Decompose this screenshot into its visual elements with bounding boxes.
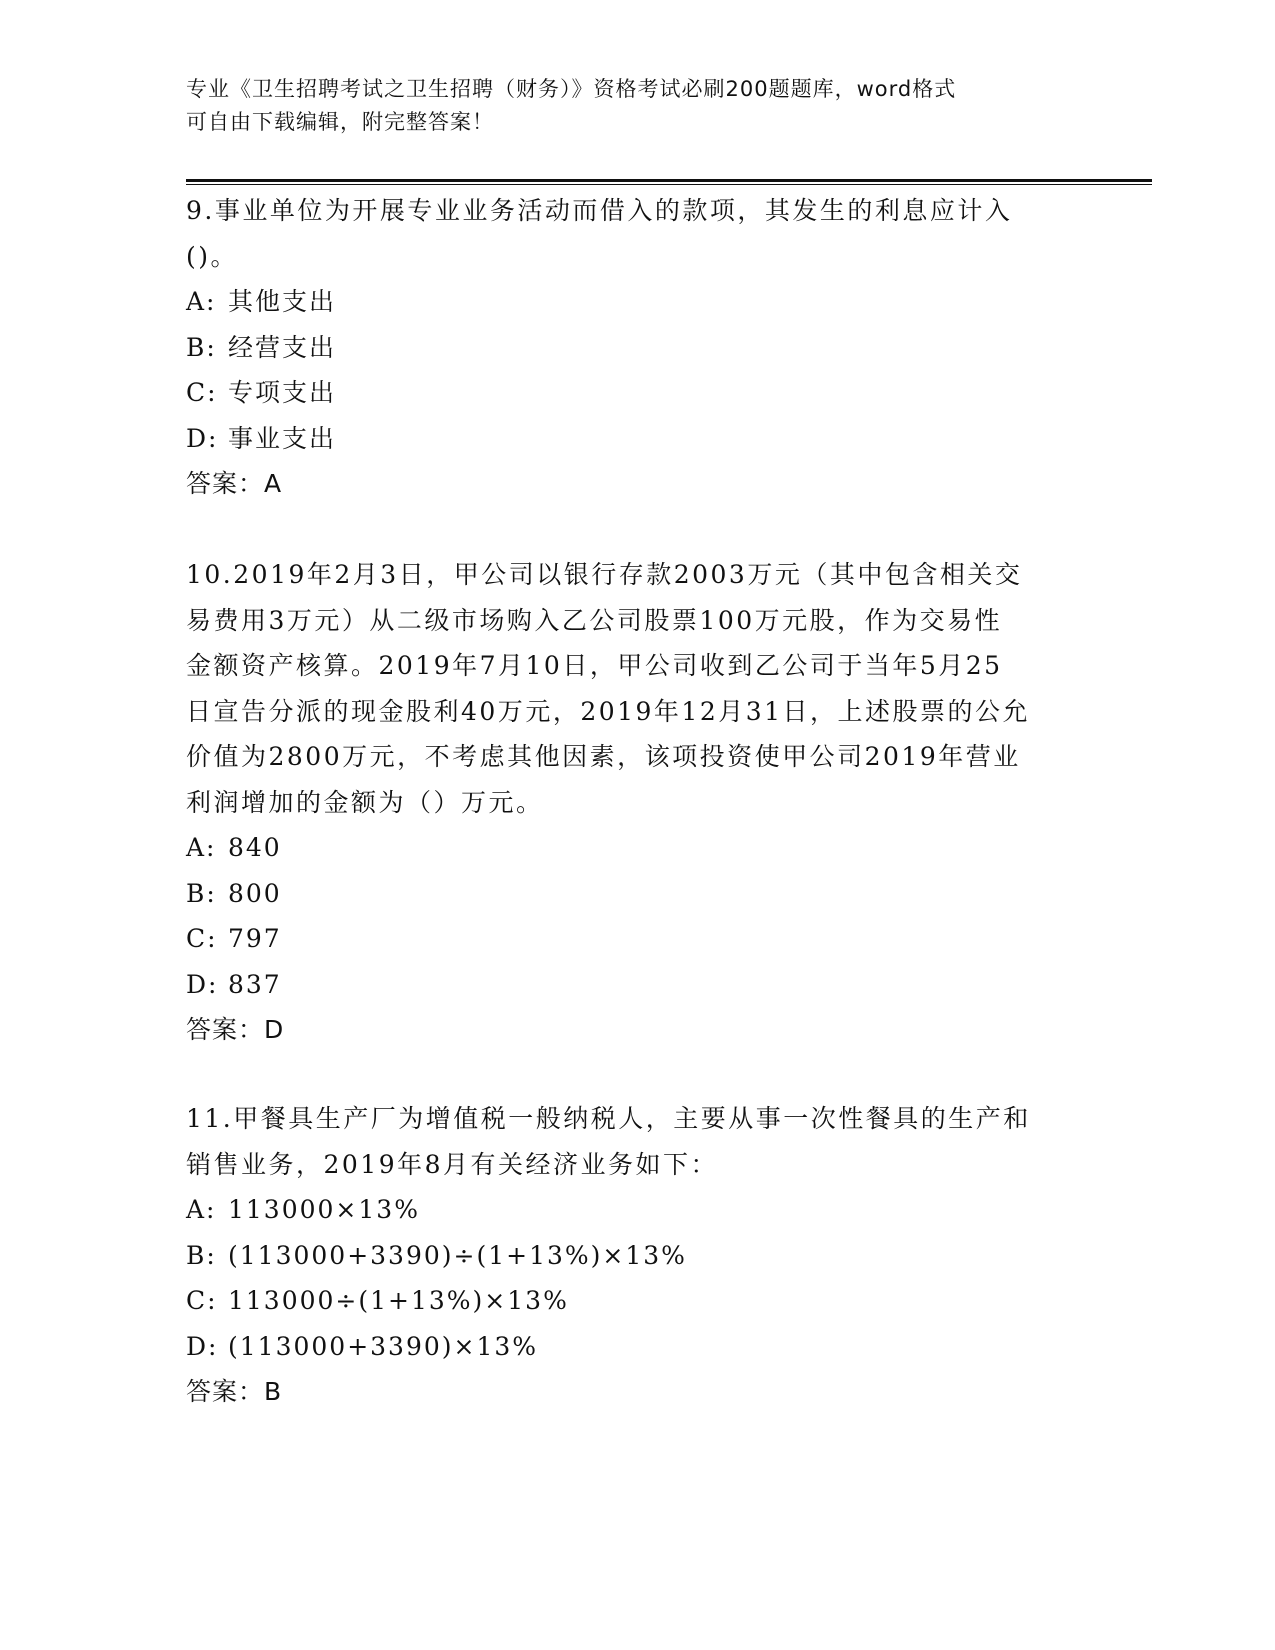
header-line-1: 专业《卫生招聘考试之卫生招聘（财务）》资格考试必刷200题题库，word格式 (186, 77, 957, 101)
option-letter: C: (186, 1286, 218, 1315)
option-letter: C: (186, 378, 218, 407)
option-text: 经营支出 (228, 332, 337, 362)
option-text: 事业支出 (228, 423, 337, 453)
header-divider-thin (186, 184, 1152, 185)
option-c (186, 916, 1086, 962)
option-text: 800 (228, 878, 282, 908)
question-stem-line: 10.2019年2月3日，甲公司以银行存款2003万元（其中包含相关交 (186, 560, 1023, 589)
question-10 (186, 552, 1086, 1052)
option-text: 797 (228, 924, 282, 953)
question-stem-line: 易费用3万元）从二级市场购入乙公司股票100万元股，作为交易性 (186, 605, 1003, 635)
option-letter: A: (186, 1195, 217, 1224)
answer-line: 答案：A (186, 469, 283, 498)
option-c (186, 370, 1086, 416)
document-header (186, 73, 1066, 139)
option-letter: D: (186, 1331, 219, 1361)
option-letter: B: (186, 1240, 217, 1270)
question-stem-line: 日宣告分派的现金股利40万元，2019年12月31日，上述股票的公允 (186, 696, 1031, 726)
option-text: 专项支出 (228, 378, 337, 407)
option-letter: A: (186, 287, 217, 316)
option-letter: B: (186, 332, 217, 362)
option-a (186, 279, 1086, 325)
question-11 (186, 1096, 1086, 1414)
option-b (186, 871, 1086, 917)
question-stem-line: 金额资产核算。2019年7月10日，甲公司收到乙公司于当年5月25 (186, 651, 1003, 680)
answer-line: 答案：D (186, 1015, 285, 1044)
option-d (186, 962, 1086, 1008)
option-c (186, 1278, 1086, 1324)
option-letter: D: (186, 969, 219, 999)
question-stem-line: 利润增加的金额为（）万元。 (186, 787, 544, 817)
option-text: (113000+3390)÷(1+13%)×13% (228, 1240, 687, 1270)
option-d (186, 1324, 1086, 1370)
question-9 (186, 188, 1086, 506)
option-letter: A: (186, 833, 217, 862)
header-divider-thick (186, 179, 1152, 182)
question-stem-line: 11.甲餐具生产厂为增值税一般纳税人，主要从事一次性餐具的生产和 (186, 1104, 1031, 1133)
option-text: (113000+3390)×13% (228, 1331, 539, 1361)
question-stem-line: ()。 (186, 241, 239, 271)
option-b (186, 325, 1086, 371)
option-a (186, 825, 1086, 871)
option-letter: B: (186, 878, 217, 908)
header-line-2: 可自由下载编辑，附完整答案！ (186, 110, 494, 134)
option-letter: D: (186, 423, 219, 453)
option-text: 837 (228, 969, 282, 999)
answer-line: 答案：B (186, 1377, 283, 1406)
option-letter: C: (186, 924, 218, 953)
option-text: 其他支出 (228, 287, 337, 316)
question-stem-line: 价值为2800万元，不考虑其他因素，该项投资使甲公司2019年营业 (186, 742, 1021, 771)
option-b (186, 1233, 1086, 1279)
question-stem-line: 9.事业单位为开展专业业务活动而借入的款项，其发生的利息应计入 (186, 196, 1013, 225)
option-a (186, 1187, 1086, 1233)
option-d (186, 416, 1086, 462)
option-text: 113000÷(1+13%)×13% (228, 1286, 569, 1315)
question-stem-line: 销售业务，2019年8月有关经济业务如下： (186, 1149, 719, 1179)
option-text: 113000×13% (228, 1195, 420, 1224)
option-text: 840 (228, 833, 282, 862)
